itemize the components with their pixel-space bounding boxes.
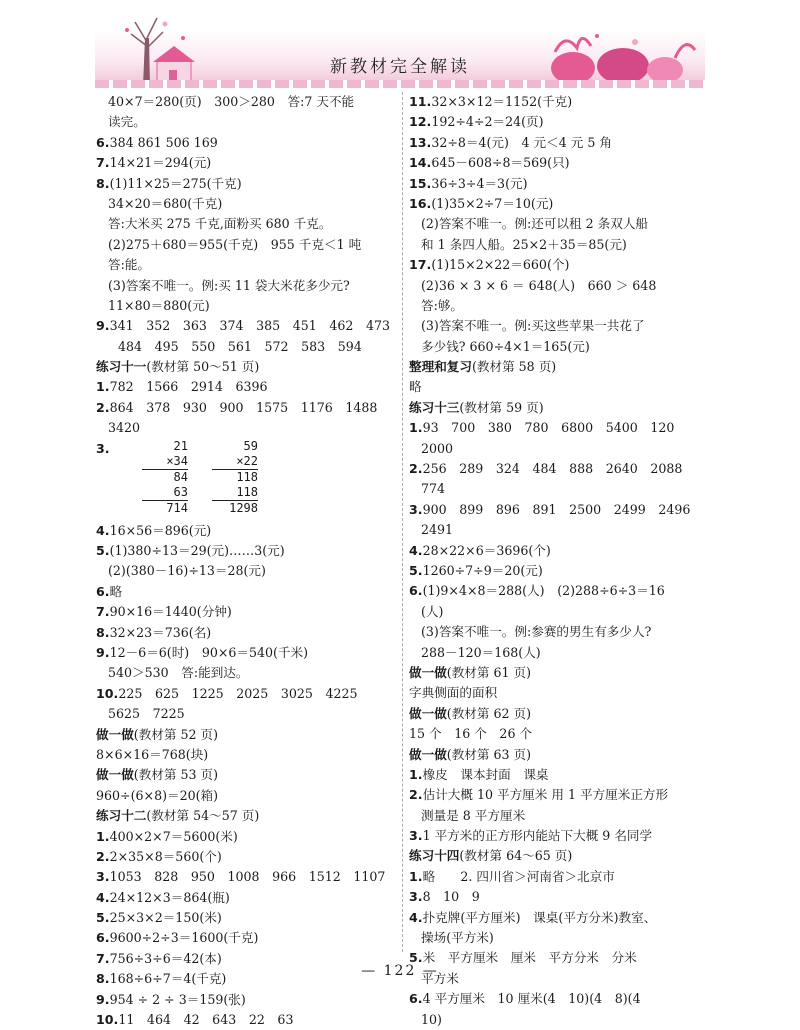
section-title: 练习十一 (96, 359, 147, 375)
answer-item (96, 908, 396, 928)
section-page-ref: (教材第 52 页) (133, 726, 219, 742)
answer-item (96, 623, 396, 643)
answer-line: (2)答案不唯一。例:还可以租 2 条双人船 (421, 216, 649, 232)
answer-line: 读完。 (108, 114, 146, 130)
answer-item (96, 133, 396, 153)
answer-item (409, 541, 709, 561)
answer-text: (1)11×25＝275(千克) (109, 175, 242, 191)
item-number: 3. (96, 869, 110, 885)
answer-line: 5625 7225 (108, 706, 185, 722)
answer-text: 32÷8＝4(元) 4 元＜4 元 5 角 (431, 134, 612, 150)
answer-text: 864 378 930 900 1575 1176 1488 (109, 399, 378, 415)
answer-item (409, 989, 709, 1009)
calc-row: 59 (243, 438, 258, 453)
item-number: 7. (96, 950, 110, 966)
section-heading (96, 765, 396, 785)
answer-item (96, 827, 396, 847)
section-page-ref: (教材第 54～57 页) (146, 808, 260, 824)
answer-item (96, 867, 396, 887)
answer-text: 24×12×3＝864(瓶) (109, 889, 230, 905)
answer-text: 954 ÷ 2 ÷ 3＝159(张) (109, 991, 246, 1007)
answer-item (409, 153, 709, 173)
answer-text: 12－6＝6(时) 90×6＝540(千米) (109, 644, 309, 660)
answer-text: 橡皮 课本封面 课桌 (422, 766, 549, 782)
answer-line: 略 (409, 379, 422, 395)
item-number: 4. (409, 542, 423, 558)
answer-text: 1260÷7÷9＝20(元) (422, 562, 543, 578)
answer-item (96, 928, 396, 948)
answer-text: 900 899 896 891 2500 2499 2496 (422, 501, 691, 517)
section-heading (96, 725, 396, 745)
section-title: 练习十三 (409, 399, 460, 415)
answer-item (409, 194, 709, 214)
section-page-ref: (教材第 58 页) (471, 359, 557, 375)
answer-line: 测量是 8 平方厘米 (421, 807, 526, 823)
answer-item (96, 398, 396, 418)
answer-item (96, 602, 396, 622)
answer-text: 11 464 42 643 22 63 (118, 1012, 294, 1028)
item-number: 16. (409, 195, 432, 211)
answer-item (96, 153, 396, 173)
answer-line: (2)(380－16)÷13＝28(元) (108, 563, 266, 579)
section-title: 做一做 (409, 705, 447, 721)
item-number: 1. (409, 868, 423, 884)
answer-text: 16×56＝896(元) (109, 522, 212, 538)
answer-line: 960÷(6×8)＝20(箱) (96, 787, 219, 803)
answer-item (409, 133, 709, 153)
answer-text: 93 700 380 780 6800 5400 120 (422, 420, 675, 436)
answer-item (409, 826, 709, 846)
answer-item (409, 112, 709, 132)
item-number: 9. (96, 318, 110, 334)
calc-row: 118 (236, 484, 258, 499)
section-page-ref: (教材第 64～65 页) (459, 848, 573, 864)
answer-item (409, 500, 709, 520)
answer-text: 90×16＝1440(分钟) (109, 604, 232, 620)
answer-line: 34×20＝680(千克) (108, 195, 223, 211)
answer-item (409, 459, 709, 479)
calc-row: 63 (173, 484, 188, 499)
item-number: 7. (96, 155, 110, 171)
answer-item (409, 255, 709, 275)
answer-line: 平方米 (421, 970, 459, 986)
answer-item (96, 1010, 396, 1030)
item-number: 10. (96, 1012, 119, 1028)
answer-text: 4 平方厘米 10 厘米(4 10)(4 8)(4 (422, 991, 641, 1007)
answer-text: 28×22×6＝3696(个) (422, 542, 551, 558)
section-page-ref: (教材第 59 页) (459, 399, 544, 415)
item-number: 11. (409, 94, 432, 109)
item-number: 17. (409, 257, 432, 273)
answer-line: 2000 (421, 440, 454, 456)
answer-item (96, 582, 396, 602)
item-number: 4. (96, 522, 110, 538)
answer-line: 774 (421, 481, 446, 497)
item-number: 6. (409, 991, 423, 1007)
answer-text: 225 625 1225 2025 3025 4225 (118, 685, 358, 701)
calc-row: 1298 (212, 500, 258, 516)
multiplication-column (212, 439, 258, 521)
section-heading (409, 357, 709, 377)
answer-line: 8×6×16＝768(块) (96, 746, 209, 762)
section-heading (409, 846, 709, 866)
answer-text: 384 861 506 169 (109, 134, 218, 150)
answer-text: 32×23＝736(名) (109, 624, 212, 640)
item-number: 1. (96, 828, 110, 844)
item-number: 6. (96, 134, 110, 150)
answer-text: 32×3×12＝1152(千克) (431, 94, 573, 109)
answer-line: 484 495 550 561 572 583 594 (118, 338, 362, 354)
item-number: 4. (96, 889, 110, 905)
item-number: 10. (96, 685, 119, 701)
answer-item (409, 887, 709, 907)
calc-row: 84 (142, 469, 188, 485)
calc-row: 21 (173, 438, 188, 453)
item-number: 1. (409, 420, 423, 436)
answer-item (409, 418, 709, 438)
item-number: 12. (409, 114, 432, 130)
answer-text: 8 10 9 (422, 889, 480, 905)
column-divider (402, 92, 403, 952)
answer-text: (1)35×2÷7＝10(元) (431, 195, 554, 211)
left-column (96, 92, 396, 1030)
item-number: 2. (409, 787, 423, 803)
answer-text: 25×3×2＝150(米) (109, 910, 222, 926)
item-number: 8. (96, 971, 110, 987)
section-page-ref: (教材第 61 页) (446, 664, 532, 680)
page-header (95, 8, 705, 88)
section-title: 做一做 (409, 746, 447, 762)
section-title: 做一做 (96, 726, 134, 742)
answer-line: 和 1 条四人船。25×2＋35＝85(元) (421, 236, 627, 252)
item-number: 4. (409, 909, 423, 925)
calc-row: 714 (142, 500, 188, 516)
calc-row: ×34 (166, 453, 188, 468)
answer-item (96, 174, 396, 194)
answer-line: (3)答案不唯一。例:买这些苹果一共花了 (421, 318, 645, 334)
answer-item (96, 847, 396, 867)
answer-item (96, 541, 396, 561)
section-heading (409, 663, 709, 683)
answer-line: 40×7＝280(页) 300＞280 答:7 天不能 (108, 94, 355, 109)
answer-line: 答:大米买 275 千克,面粉买 680 千克。 (108, 216, 332, 232)
item-number: 3. (96, 440, 110, 456)
answer-line: 10) (421, 1011, 442, 1027)
item-number: 15. (409, 175, 432, 191)
answer-text: 估计大概 10 平方厘米 用 1 平方厘米正方形 (422, 787, 669, 803)
answer-text: 2×35×8＝560(个) (109, 848, 222, 864)
answer-line: 操场(平方米) (421, 930, 494, 946)
answer-item (96, 888, 396, 908)
answer-text: 782 1566 2914 6396 (109, 379, 268, 395)
section-page-ref: (教材第 62 页) (446, 705, 532, 721)
answer-line: (2)275＋680＝955(千克) 955 千克＜1 吨 (108, 236, 362, 252)
answer-text: 米 平方厘米 厘米 平方分米 分米 (422, 950, 637, 966)
header-stripe (95, 80, 705, 88)
answer-text: 扑克牌(平方厘米) 课桌(平方分米)教室、 (422, 909, 657, 925)
section-title: 练习十二 (96, 808, 147, 824)
answer-item (409, 174, 709, 194)
answer-text: 1 平方米的正方形内能站下大概 9 名同学 (422, 828, 653, 844)
item-number: 3. (409, 828, 423, 844)
answer-line: (3)答案不唯一。例:参赛的男生有多少人? (421, 624, 652, 640)
section-page-ref: (教材第 50～51 页) (146, 359, 260, 375)
item-number: 5. (409, 950, 423, 966)
section-title: 做一做 (409, 664, 447, 680)
item-number: 14. (409, 155, 432, 171)
item-number: 3. (409, 501, 423, 517)
answer-text: 36÷3÷4＝3(元) (431, 175, 528, 191)
section-title: 整理和复习 (409, 359, 472, 375)
answer-item (96, 521, 396, 541)
answer-text: 9600÷2÷3＝1600(千克) (109, 930, 259, 946)
item-number: 3. (409, 889, 423, 905)
item-number: 6. (409, 583, 423, 599)
item-number: 5. (96, 543, 110, 559)
item-number: 5. (96, 910, 110, 926)
answer-item (409, 785, 709, 805)
answer-text: 1053 828 950 1008 966 1512 1107 (109, 869, 386, 885)
answer-item (409, 581, 709, 601)
answer-line: 288－120＝168(人) (421, 644, 541, 660)
answer-item (96, 377, 396, 397)
answer-line: (2)36 × 3 × 6 ＝ 648(人) 660 ＞ 648 (421, 277, 657, 293)
item-number: 8. (96, 175, 110, 191)
page-number: — 122 — (361, 963, 439, 979)
answer-item (409, 92, 709, 112)
answer-line: 15 个 16 个 26 个 (409, 726, 533, 742)
answer-item (409, 867, 709, 887)
item-number: 6. (96, 930, 110, 946)
item-number: 9. (96, 991, 110, 1007)
calc-row: 118 (212, 469, 258, 485)
answer-text: 14×21＝294(元) (109, 155, 212, 171)
answer-text: 168÷6÷7＝4(千克) (109, 971, 227, 987)
item-number: 7. (96, 604, 110, 620)
answer-line: 3420 (108, 420, 141, 436)
answer-text: 645－608÷8＝569(只) (431, 155, 570, 171)
item-number: 1. (409, 766, 423, 782)
vertical-multiplication (96, 439, 396, 521)
item-number: 1. (96, 379, 110, 395)
section-title: 做一做 (96, 767, 134, 783)
answer-line: 2491 (421, 522, 454, 538)
answer-item (409, 908, 709, 928)
section-page-ref: (教材第 63 页) (446, 746, 532, 762)
section-heading (96, 357, 396, 377)
answer-line: 答:能。 (108, 257, 151, 273)
answer-text: 341 352 363 374 385 451 462 473 (109, 318, 391, 334)
answer-text: 400×2×7＝5600(米) (109, 828, 238, 844)
answer-line: 11×80＝880(元) (108, 297, 210, 313)
answer-text: (1)9×4×8＝288(人) (2)288÷6÷3＝16 (422, 583, 665, 599)
item-number: 2. (96, 848, 110, 864)
answer-text: 256 289 324 484 888 2640 2088 (422, 461, 683, 477)
item-number: 8. (96, 624, 110, 640)
section-heading (409, 745, 709, 765)
answer-item (96, 684, 396, 704)
section-heading (96, 806, 396, 826)
answer-text: 略 2. 四川省＞河南省＞北京市 (422, 868, 615, 884)
item-number: 2. (96, 399, 110, 415)
item-number: 2. (409, 461, 423, 477)
answer-item (96, 990, 396, 1010)
item-number: 9. (96, 644, 110, 660)
answer-line: 字典侧面的面积 (409, 685, 498, 701)
item-number: 13. (409, 134, 432, 150)
answer-line: 540＞530 答:能到达。 (108, 665, 249, 681)
right-column (409, 92, 709, 1030)
section-title: 练习十四 (409, 848, 460, 864)
answer-text: (1)380÷13＝29(元)……3(元) (109, 543, 285, 559)
answer-item (96, 643, 396, 663)
item-number: 5. (409, 562, 423, 578)
answer-text: (1)15×2×22＝660(个) (431, 257, 570, 273)
answer-text: 192÷4÷2＝24(页) (431, 114, 544, 130)
section-page-ref: (教材第 53 页) (133, 767, 219, 783)
section-heading (409, 398, 709, 418)
answer-line: 多少钱? 660÷4×1＝165(元) (421, 338, 590, 354)
answer-line: 答:够。 (421, 297, 464, 313)
calc-row: ×22 (236, 453, 258, 468)
answer-text: 756÷3÷6＝42(本) (109, 950, 222, 966)
header-title: 新教材完全解读 (330, 57, 470, 77)
answer-line: (3)答案不唯一。例:买 11 袋大米花多少元? (108, 277, 350, 293)
section-heading (409, 704, 709, 724)
answer-item (409, 765, 709, 785)
answer-line: (人) (421, 603, 444, 619)
answer-text: 略 (109, 583, 123, 599)
multiplication-column (142, 439, 188, 521)
item-number: 6. (96, 583, 110, 599)
answer-item (96, 316, 396, 336)
answer-item (409, 561, 709, 581)
